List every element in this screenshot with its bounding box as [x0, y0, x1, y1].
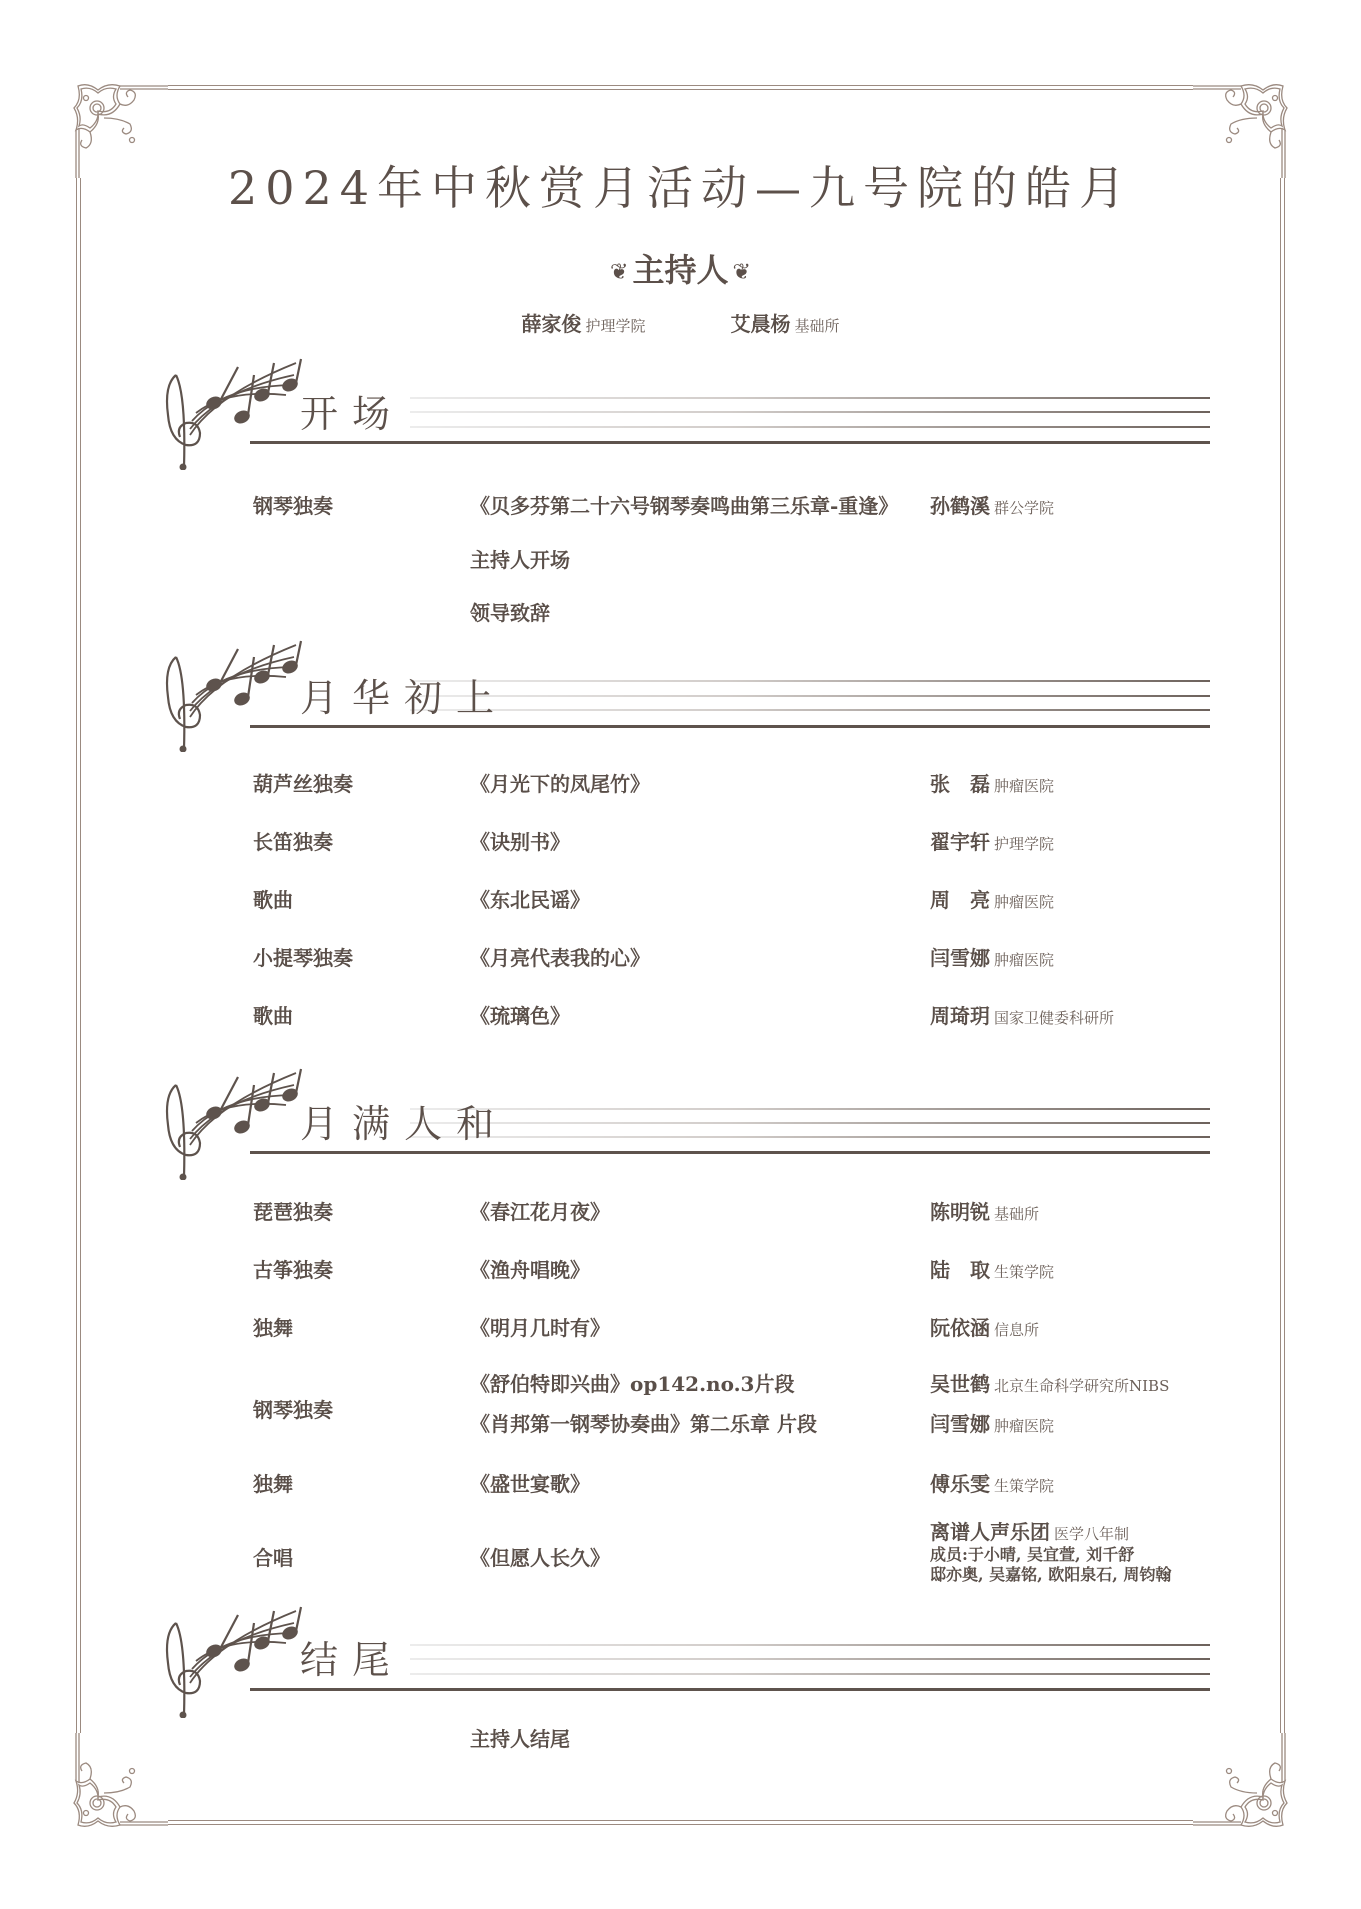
staff-line	[410, 695, 1210, 697]
performer	[930, 884, 1054, 913]
piece-title: 《诀别书》	[470, 830, 570, 854]
performer-org: 肿瘤医院	[994, 777, 1055, 795]
section-title: 月满人和	[300, 1102, 509, 1146]
host-entry	[521, 308, 645, 337]
piece-title: 《东北民谣》	[470, 888, 590, 912]
swirl-right-icon: ❦	[732, 260, 751, 285]
performer-name: 孙鹤溪	[930, 494, 990, 518]
section-header-fullmoon	[150, 1065, 1210, 1185]
performer-org: 北京生命科学研究所NIBS	[994, 1377, 1170, 1395]
performer-name: 张 磊	[930, 772, 990, 796]
staff-base-line	[250, 441, 1210, 444]
staff-line	[410, 1644, 1210, 1646]
piece-title: 《舒伯特即兴曲》op142.no.3片段	[470, 1372, 795, 1396]
staff-line	[410, 680, 1210, 682]
performer	[930, 490, 1054, 519]
host-org: 护理学院	[585, 317, 646, 335]
corner-ornament-icon	[68, 1733, 168, 1833]
performer-org: 生策学院	[994, 1263, 1055, 1281]
staff-line	[410, 1122, 1210, 1124]
piece-title: 《但愿人长久》	[470, 1546, 610, 1570]
performance-type: 小提琴独奏	[253, 946, 353, 970]
performance-type: 歌曲	[253, 888, 293, 912]
treble-clef-notes-icon	[156, 1065, 306, 1180]
host-entry	[731, 308, 840, 337]
performer-org: 医学八年制	[1054, 1525, 1130, 1543]
performer-org: 国家卫健委科研所	[994, 1009, 1115, 1027]
hosts-list	[0, 308, 1361, 337]
treble-clef-notes-icon	[156, 637, 306, 752]
performance-type: 古筝独奏	[253, 1258, 333, 1282]
piece-title: 领导致辞	[470, 601, 550, 625]
performer	[930, 826, 1054, 855]
host-org: 基础所	[794, 317, 840, 335]
section-title: 月华初上	[300, 676, 509, 720]
piece-title: 《盛世宴歌》	[470, 1472, 590, 1496]
section-header-opening	[150, 355, 1210, 475]
performer	[930, 1516, 1171, 1585]
hosts-heading	[0, 245, 1361, 291]
treble-clef-notes-icon	[156, 355, 306, 470]
performance-type: 独舞	[253, 1316, 293, 1340]
piece-title: 《渔舟唱晚》	[470, 1258, 590, 1282]
performer	[930, 942, 1054, 971]
performer-org: 肿瘤医院	[994, 893, 1055, 911]
performer	[930, 1254, 1054, 1283]
hosts-heading-label: 主持人	[632, 251, 729, 289]
members-line: 邸亦奥, 吴嘉铭, 欧阳泉石, 周钧翰	[930, 1565, 1172, 1584]
piece-title-2: 《肖邦第一钢琴协奏曲》第二乐章 片段	[470, 1412, 817, 1436]
piece-title: 《月光下的凤尾竹》	[470, 772, 650, 796]
corner-ornament-icon	[1193, 1733, 1293, 1833]
performer-name: 阮依涵	[930, 1316, 990, 1340]
swirl-left-icon: ❦	[610, 260, 629, 285]
performer-org: 生策学院	[994, 1477, 1055, 1495]
staff-line	[410, 1658, 1210, 1660]
piece-title: 《贝多芬第二十六号钢琴奏鸣曲第三乐章-重逢》	[470, 494, 899, 518]
performance-type: 钢琴独奏	[253, 1398, 333, 1422]
host-name: 薛家俊	[521, 312, 582, 336]
performer-name: 翟宇轩	[930, 830, 990, 854]
performer-name: 闫雪娜	[930, 1412, 990, 1436]
performer-org: 肿瘤医院	[994, 1417, 1055, 1435]
staff-base-line	[250, 1151, 1210, 1154]
performance-type: 钢琴独奏	[253, 494, 333, 518]
performer-name: 离谱人声乐团	[930, 1520, 1050, 1544]
piece-title: 《春江花月夜》	[470, 1200, 610, 1224]
performer	[930, 768, 1054, 797]
performer-name: 闫雪娜	[930, 946, 990, 970]
performance-type: 琵琶独奏	[253, 1200, 333, 1224]
performer-org: 信息所	[994, 1321, 1040, 1339]
members-line: 成员:于小晴, 吴宜萱, 刘千舒	[930, 1545, 1135, 1564]
staff-line	[410, 1136, 1210, 1138]
performer-name: 陈明锐	[930, 1200, 990, 1224]
piece-title: 《明月几时有》	[470, 1316, 610, 1340]
performer-org: 肿瘤医院	[994, 951, 1055, 969]
staff-line	[410, 709, 1210, 711]
staff-line	[410, 426, 1210, 428]
performance-type: 长笛独奏	[253, 830, 333, 854]
performer-name: 吴世鹤	[930, 1372, 990, 1396]
performance-type: 独舞	[253, 1472, 293, 1496]
staff-line	[410, 397, 1210, 399]
staff-line	[410, 1673, 1210, 1675]
staff-line	[410, 411, 1210, 413]
performer-name: 周 亮	[930, 888, 990, 912]
performance-type: 歌曲	[253, 1004, 293, 1028]
performer-2	[930, 1408, 1054, 1437]
performance-type: 葫芦丝独奏	[253, 772, 353, 796]
section-header-ending	[150, 1603, 1210, 1723]
performer	[930, 1468, 1054, 1497]
section-title: 开场	[300, 392, 405, 436]
performer-org: 基础所	[994, 1205, 1040, 1223]
staff-line	[410, 1108, 1210, 1110]
performer-name: 傅乐雯	[930, 1472, 990, 1496]
piece-title: 主持人开场	[470, 548, 570, 572]
performer-name: 周琦玥	[930, 1004, 990, 1028]
performer	[930, 1368, 1169, 1397]
piece-title: 《琉璃色》	[470, 1004, 570, 1028]
page-title: 2024年中秋赏月活动—九号院的皓月	[227, 161, 1134, 215]
piece-title: 《月亮代表我的心》	[470, 946, 650, 970]
performer	[930, 1312, 1039, 1341]
performer	[930, 1196, 1039, 1225]
piece-title: 主持人结尾	[470, 1727, 570, 1751]
performance-type: 合唱	[253, 1546, 293, 1570]
staff-base-line	[250, 725, 1210, 728]
performer-name: 陆 取	[930, 1258, 990, 1282]
performer-org: 群公学院	[994, 499, 1055, 517]
performer-org: 护理学院	[994, 835, 1055, 853]
treble-clef-notes-icon	[156, 1603, 306, 1718]
host-name: 艾晨杨	[730, 312, 791, 336]
performer	[930, 1000, 1114, 1029]
section-title: 结尾	[300, 1638, 405, 1682]
section-header-moonrise	[150, 637, 1210, 757]
staff-base-line	[250, 1688, 1210, 1691]
